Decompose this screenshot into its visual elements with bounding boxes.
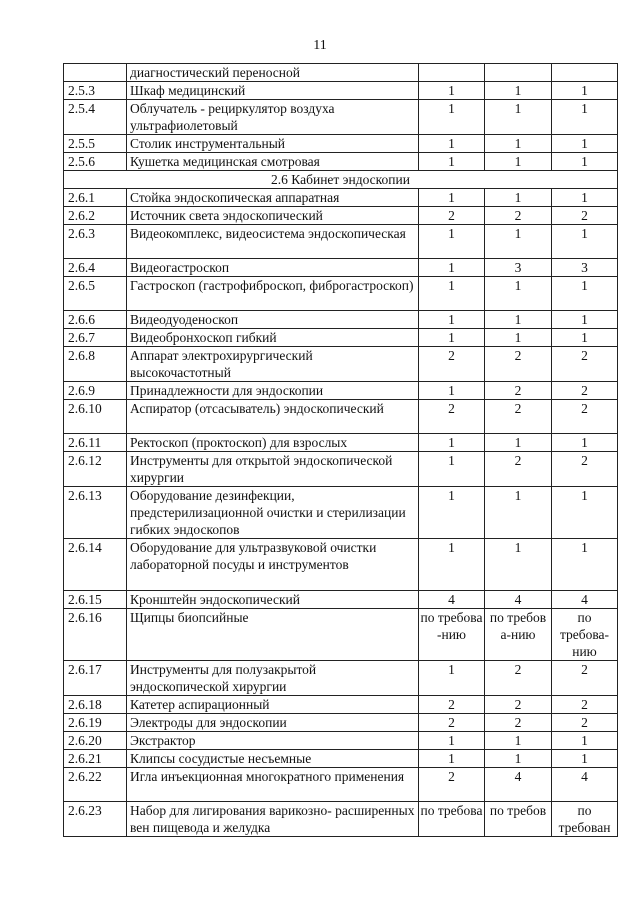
quantity-col-3: 1: [552, 189, 618, 207]
quantity-col-3: 2: [552, 400, 618, 434]
item-description: Аспиратор (отсасыватель) эндоскопический: [127, 400, 419, 434]
quantity-col-1: 1: [419, 329, 485, 347]
table-row: [64, 400, 618, 434]
quantity-col-1: 1: [419, 189, 485, 207]
quantity-col-3: 1: [552, 277, 618, 311]
table-row: [64, 82, 618, 100]
item-description: Кронштейн эндоскопический: [127, 591, 419, 609]
quantity-col-3: 2: [552, 661, 618, 696]
item-description: Аппарат электрохирургический высокочастотный: [127, 347, 419, 382]
table-row: [64, 434, 618, 452]
quantity-col-3: 4: [552, 768, 618, 802]
item-number: 2.6.12: [64, 452, 127, 487]
quantity-col-1: 1: [419, 539, 485, 591]
quantity-col-3: 1: [552, 732, 618, 750]
quantity-col-2: 1: [485, 487, 552, 539]
quantity-col-1: 2: [419, 400, 485, 434]
table-row: [64, 591, 618, 609]
table-row: [64, 696, 618, 714]
quantity-col-1: 1: [419, 487, 485, 539]
quantity-col-3: 1: [552, 329, 618, 347]
quantity-col-1: 1: [419, 732, 485, 750]
item-description: Стойка эндоскопическая аппаратная: [127, 189, 419, 207]
item-number: 2.6.9: [64, 382, 127, 400]
table-row: [64, 135, 618, 153]
quantity-col-2: по требов а-нию: [485, 609, 552, 661]
item-number: 2.6.17: [64, 661, 127, 696]
quantity-col-2: 1: [485, 732, 552, 750]
quantity-col-1: 1: [419, 434, 485, 452]
item-number: 2.6.4: [64, 259, 127, 277]
item-number: 2.6.20: [64, 732, 127, 750]
item-number: 2.6.19: [64, 714, 127, 732]
item-description: Кушетка медицинская смотровая: [127, 153, 419, 171]
item-number: 2.6.2: [64, 207, 127, 225]
quantity-col-3: 1: [552, 153, 618, 171]
table-row: [64, 714, 618, 732]
item-number: 2.5.5: [64, 135, 127, 153]
item-description: Гастроскоп (гастрофиброскоп, фиброгастроскоп): [127, 277, 419, 311]
item-description: Видеобронхоскоп гибкий: [127, 329, 419, 347]
item-description: Видеокомплекс, видеосистема эндоскопическая: [127, 225, 419, 259]
quantity-col-1: 1: [419, 452, 485, 487]
quantity-col-2: 2: [485, 400, 552, 434]
quantity-col-2: по требов: [485, 802, 552, 837]
quantity-col-1: 1: [419, 311, 485, 329]
item-description: Облучатель - рециркулятор воздуха ультрафиолетовый: [127, 100, 419, 135]
item-number: 2.6.22: [64, 768, 127, 802]
item-description: Набор для лигирования варикозно- расширенных вен пищевода и желудка: [127, 802, 419, 837]
quantity-col-3: 1: [552, 135, 618, 153]
quantity-col-2: [485, 64, 552, 82]
item-description: Игла инъекционная многократного применения: [127, 768, 419, 802]
quantity-col-2: 1: [485, 153, 552, 171]
table-row: [64, 750, 618, 768]
table-row: [64, 225, 618, 259]
quantity-col-2: 2: [485, 382, 552, 400]
quantity-col-1: 1: [419, 382, 485, 400]
item-description: Принадлежности для эндоскопии: [127, 382, 419, 400]
item-description: Столик инструментальный: [127, 135, 419, 153]
quantity-col-3: 2: [552, 347, 618, 382]
quantity-col-3: 2: [552, 452, 618, 487]
quantity-col-3: по требован: [552, 802, 618, 837]
quantity-col-3: 3: [552, 259, 618, 277]
table-row: [64, 487, 618, 539]
quantity-col-3: 2: [552, 382, 618, 400]
item-number: 2.6.13: [64, 487, 127, 539]
quantity-col-3: 1: [552, 225, 618, 259]
item-number: 2.5.3: [64, 82, 127, 100]
quantity-col-2: 2: [485, 714, 552, 732]
item-description: Катетер аспирационный: [127, 696, 419, 714]
table-row: [64, 259, 618, 277]
quantity-col-1: 1: [419, 135, 485, 153]
section-title: 2.6 Кабинет эндоскопии: [64, 171, 618, 189]
quantity-col-2: 2: [485, 696, 552, 714]
item-number: 2.6.15: [64, 591, 127, 609]
item-number: 2.5.6: [64, 153, 127, 171]
item-description: Экстрактор: [127, 732, 419, 750]
item-description: Ректоскоп (проктоскоп) для взрослых: [127, 434, 419, 452]
quantity-col-3: 1: [552, 311, 618, 329]
table-row: [64, 189, 618, 207]
quantity-col-2: 4: [485, 768, 552, 802]
quantity-col-3: по требова- нию: [552, 609, 618, 661]
item-description: Видеогастроскоп: [127, 259, 419, 277]
quantity-col-1: 1: [419, 100, 485, 135]
page-number: 11: [313, 38, 327, 53]
quantity-col-2: 1: [485, 311, 552, 329]
quantity-col-2: 1: [485, 225, 552, 259]
table-row: [64, 207, 618, 225]
quantity-col-1: 2: [419, 696, 485, 714]
quantity-col-2: 3: [485, 259, 552, 277]
quantity-col-3: [552, 64, 618, 82]
quantity-col-2: 1: [485, 329, 552, 347]
quantity-col-3: 2: [552, 714, 618, 732]
item-number: 2.6.18: [64, 696, 127, 714]
table-row: [64, 347, 618, 382]
table-row: [64, 64, 618, 82]
item-description: Оборудование для ультразвуковой очистки лабораторной посуды и инструментов: [127, 539, 419, 591]
item-number: 2.6.5: [64, 277, 127, 311]
quantity-col-1: 4: [419, 591, 485, 609]
item-number: 2.6.3: [64, 225, 127, 259]
item-number: 2.6.14: [64, 539, 127, 591]
quantity-col-2: 1: [485, 135, 552, 153]
quantity-col-1: 1: [419, 750, 485, 768]
item-description: диагностический переносной: [127, 64, 419, 82]
quantity-col-1: [419, 64, 485, 82]
quantity-col-2: 1: [485, 277, 552, 311]
item-description: Инструменты для полузакрытой эндоскопической хирургии: [127, 661, 419, 696]
quantity-col-1: по требова -нию: [419, 609, 485, 661]
quantity-col-2: 2: [485, 452, 552, 487]
quantity-col-3: 2: [552, 696, 618, 714]
table-row: [64, 609, 618, 661]
item-description: Оборудование дезинфекции, предстерилизационной очистки и стерилизации гибких эндоскопов: [127, 487, 419, 539]
table-row: [64, 329, 618, 347]
item-number: [64, 64, 127, 82]
quantity-col-1: 2: [419, 347, 485, 382]
quantity-col-2: 1: [485, 539, 552, 591]
table-row: [64, 382, 618, 400]
table-row: [64, 277, 618, 311]
quantity-col-1: 1: [419, 225, 485, 259]
quantity-col-2: 1: [485, 82, 552, 100]
quantity-col-2: 2: [485, 661, 552, 696]
quantity-col-1: 1: [419, 259, 485, 277]
quantity-col-1: по требова: [419, 802, 485, 837]
equipment-table: [63, 63, 618, 837]
item-number: 2.5.4: [64, 100, 127, 135]
quantity-col-2: 1: [485, 750, 552, 768]
table-row: [64, 768, 618, 802]
quantity-col-2: 4: [485, 591, 552, 609]
item-number: 2.6.21: [64, 750, 127, 768]
item-number: 2.6.16: [64, 609, 127, 661]
item-number: 2.6.23: [64, 802, 127, 837]
quantity-col-1: 1: [419, 277, 485, 311]
table-row: [64, 100, 618, 135]
item-number: 2.6.11: [64, 434, 127, 452]
quantity-col-3: 4: [552, 591, 618, 609]
quantity-col-3: 1: [552, 750, 618, 768]
item-description: Шкаф медицинский: [127, 82, 419, 100]
item-description: Электроды для эндоскопии: [127, 714, 419, 732]
quantity-col-2: 1: [485, 189, 552, 207]
quantity-col-1: 1: [419, 661, 485, 696]
quantity-col-3: 1: [552, 434, 618, 452]
item-description: Источник света эндоскопический: [127, 207, 419, 225]
item-description: Инструменты для открытой эндоскопической хирургии: [127, 452, 419, 487]
quantity-col-3: 1: [552, 487, 618, 539]
section-header-row: [64, 171, 618, 189]
table-row: [64, 452, 618, 487]
quantity-col-1: 2: [419, 714, 485, 732]
item-number: 2.6.6: [64, 311, 127, 329]
item-number: 2.6.7: [64, 329, 127, 347]
quantity-col-1: 2: [419, 768, 485, 802]
table-row: [64, 732, 618, 750]
item-description: Видеодуоденоскоп: [127, 311, 419, 329]
quantity-col-1: 1: [419, 153, 485, 171]
quantity-col-3: 1: [552, 539, 618, 591]
item-number: 2.6.8: [64, 347, 127, 382]
quantity-col-1: 1: [419, 82, 485, 100]
quantity-col-2: 1: [485, 434, 552, 452]
quantity-col-1: 2: [419, 207, 485, 225]
table-row: [64, 153, 618, 171]
quantity-col-3: 1: [552, 100, 618, 135]
quantity-col-3: 2: [552, 207, 618, 225]
item-description: Клипсы сосудистые несъемные: [127, 750, 419, 768]
table-row: [64, 311, 618, 329]
table-row: [64, 539, 618, 591]
quantity-col-3: 1: [552, 82, 618, 100]
item-description: Щипцы биопсийные: [127, 609, 419, 661]
table-row: [64, 802, 618, 837]
item-number: 2.6.1: [64, 189, 127, 207]
item-number: 2.6.10: [64, 400, 127, 434]
quantity-col-2: 2: [485, 347, 552, 382]
quantity-col-2: 2: [485, 207, 552, 225]
table-row: [64, 661, 618, 696]
quantity-col-2: 1: [485, 100, 552, 135]
